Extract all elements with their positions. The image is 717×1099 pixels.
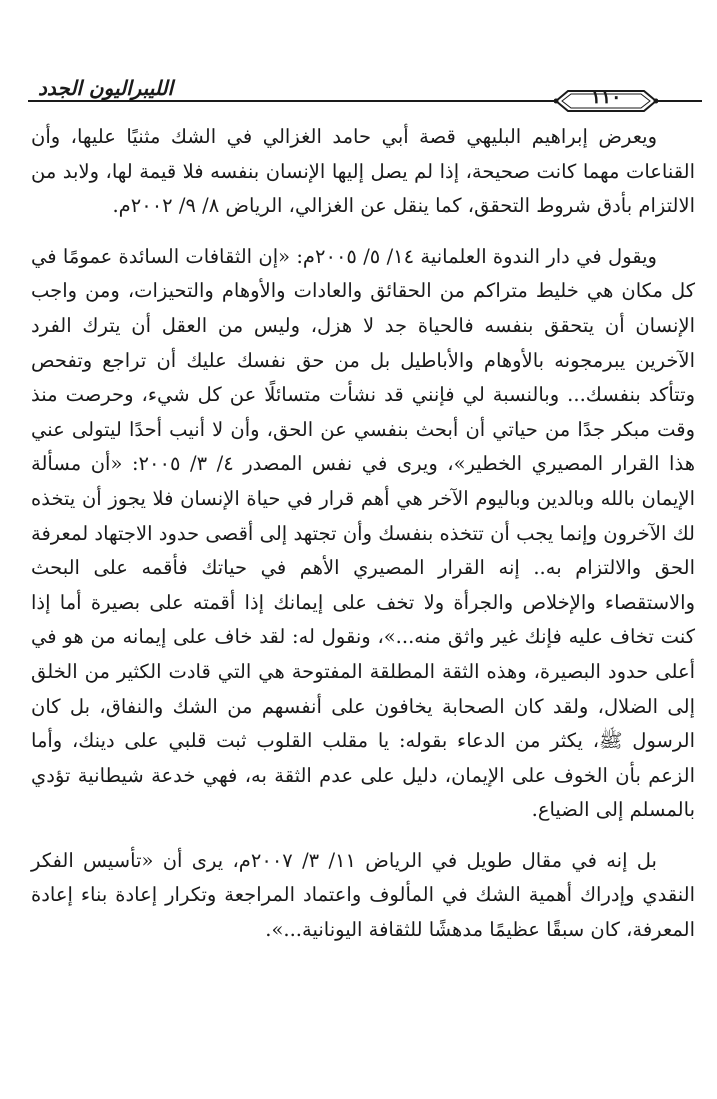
running-title: الليبراليون الجدد [32, 76, 179, 100]
page-number-frame [554, 82, 658, 116]
page-header [28, 74, 702, 114]
paragraph-2: ويقول في دار الندوة العلمانية ١٤/ ٥/ ٢٠٠٥م: «إن الثقافات السائدة عمومًا في كل مكان هي خليط متراكم من الحقائق والعادات والأوهام والتحيزات، ومن واجب الإنسان أن يتحقق بنفسه فالحياة جد لا هزل، وليس من العقل أن يترك الفرد الآخرين يبرمجونه بالأوهام والأباطيل بل من حق نفسك عليك أن تراجع وتفحص وتتأكد بنفسك... وبالنسبة لي فإنني قد نشأت متسائلًا عن كل شيء، وحرصت منذ وقت مبكر جدًا من حياتي أن أبحث بنفسي عن الحق، وأن لا أنيب أحدًا ليتولى عني هذا القرار المصيري الخطير»، ويرى في نفس المصدر ٤/ ٣/ ٢٠٠٥: «أن مسألة الإيمان بالله وبالدين وباليوم الآخر هي أهم قرار في حياة الإنسان فلا يجوز أن يتخذه لك الآخرون وإنما يجب أن تتخذه بنفسك وأن تجتهد إلى أقصى حدود الاجتهاد لمعرفة الحق والالتزام به.. إنه القرار المصيري الأهم في حياتك فأقمه على البحث والاستقصاء والإخلاص والجرأة ولا تخف على إيمانك إذا أقمته على بصيرة أما إذا كنت تخاف عليه فإنك غير واثق منه...»، ونقول له: لقد خاف على إيمانه من هو في أعلى حدود البصيرة، وهذه الثقة المطلقة المفتوحة هي التي قادت الكثير من الخلق إلى الضلال، ولقد كان الصحابة يخافون على أنفسهم من الشك والنفاق، بل كان الرسول ﷺ، يكثر من الدعاء بقوله: يا مقلب القلوب ثبت قلبي على دينك، وأما الزعم بأن الخوف على الإيمان، دليل على عدم الثقة به، فهي خدعة شيطانية تؤدي بالمسلم إلى الضياع. [31, 244, 695, 822]
paragraph-3: بل إنه في مقال طويل في الرياض ١١/ ٣/ ٢٠٠٧م، يرى أن «تأسيس الفكر النقدي وإدراك أهمية الشك في المألوف واعتماد المراجعة وتكرار إعادة بناء إعادة المعرفة، كان سبقًا عظيمًا مدهشًا للثقافة اليونانية...». [31, 848, 695, 942]
body-text [31, 120, 695, 964]
paragraph-1: ويعرض إبراهيم البليهي قصة أبي حامد الغزالي في الشك مثنيًا عليها، وأن القناعات مهما كانت صحيحة، إذا لم يصل إليها الإنسان بنفسه فلا قيمة لها، ولابد من الالتزام بأدق شروط التحقق، كما ينقل عن الغزالي، الرياض ٨/ ٩/ ٢٠٠٢م. [31, 125, 695, 218]
page-number: ١١٠ [590, 86, 622, 108]
